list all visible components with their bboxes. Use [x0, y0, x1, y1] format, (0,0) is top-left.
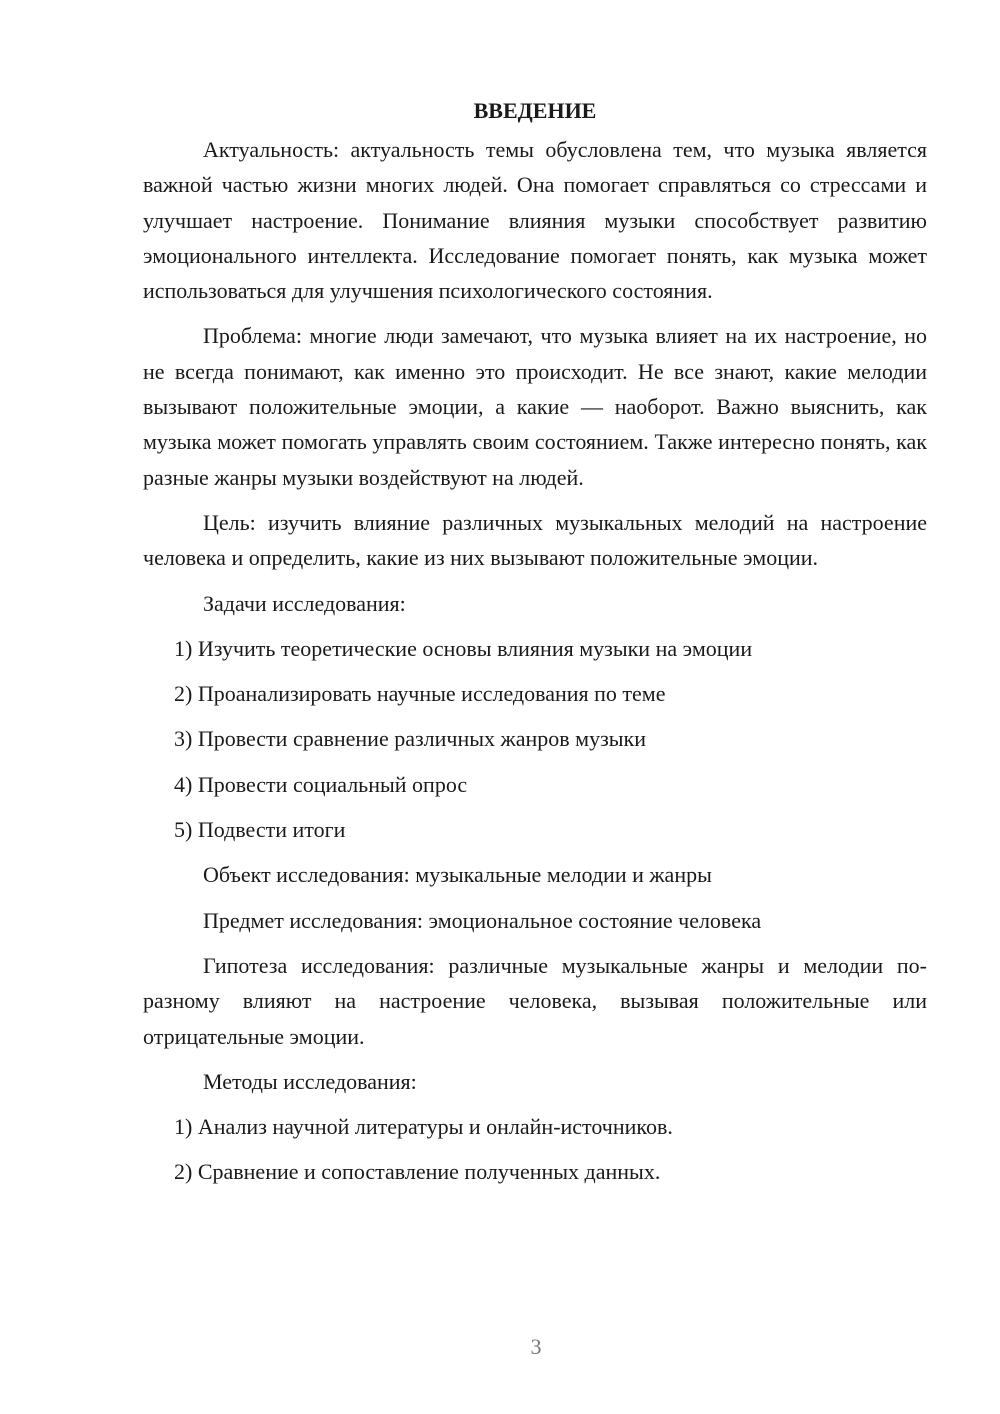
task-item-2: 2) Проанализировать научные исследования по теме: [174, 681, 666, 707]
method-item-2: 2) Сравнение и сопоставление полученных данных.: [174, 1159, 661, 1185]
goal-paragraph: Цель: изучить влияние различных музыкальных мелодий на настроение человека и определить, какие из них вызывают положительные эмоции.: [143, 509, 927, 571]
subject-line: Предмет исследования: эмоциональное состояние человека: [203, 907, 762, 933]
problem-paragraph: Проблема: многие люди замечают, что музыка влияет на их настроение, но не всегда понимают, как именно это происходит. Не все знают, какие мелодии вызывают положительные эмоции, а какие — наоборот. Важно выяснить, как музыка может помогать управлять своим состоянием. Также интересно понять, как разные жанры музыки воздействуют на людей.: [143, 323, 927, 490]
relevance-paragraph: Актуальность: актуальность темы обусловлена тем, что музыка является важной частью жизни многих людей. Она помогает справляться со стрессами и улучшает настроение. Понимание влияния музыки способствует развитию эмоционального интеллекта. Исследование помогает понять, как музыка может использоваться для улучшения психологического состояния.: [143, 137, 927, 304]
object-line: Объект исследования: музыкальные мелодии и жанры: [203, 862, 712, 888]
task-item-4: 4) Провести социальный опрос: [174, 771, 468, 797]
section-title: ВВЕДЕНИЕ: [473, 98, 597, 123]
methods-heading: Методы исследования:: [203, 1068, 417, 1094]
method-item-1: 1) Анализ научной литературы и онлайн-источников.: [174, 1114, 673, 1140]
task-item-1: 1) Изучить теоретические основы влияния музыки на эмоции: [174, 635, 753, 661]
task-item-5: 5) Подвести итоги: [174, 817, 346, 843]
hypothesis-paragraph: Гипотеза исследования: различные музыкальные жанры и мелодии по-разному влияют на настроение человека, вызывая положительные или отрицательные эмоции.: [143, 952, 927, 1049]
task-item-3: 3) Провести сравнение различных жанров музыки: [174, 726, 647, 752]
tasks-heading: Задачи исследования:: [203, 590, 406, 616]
page-number: 3: [530, 1334, 542, 1359]
page-content: [143, 96, 927, 1200]
